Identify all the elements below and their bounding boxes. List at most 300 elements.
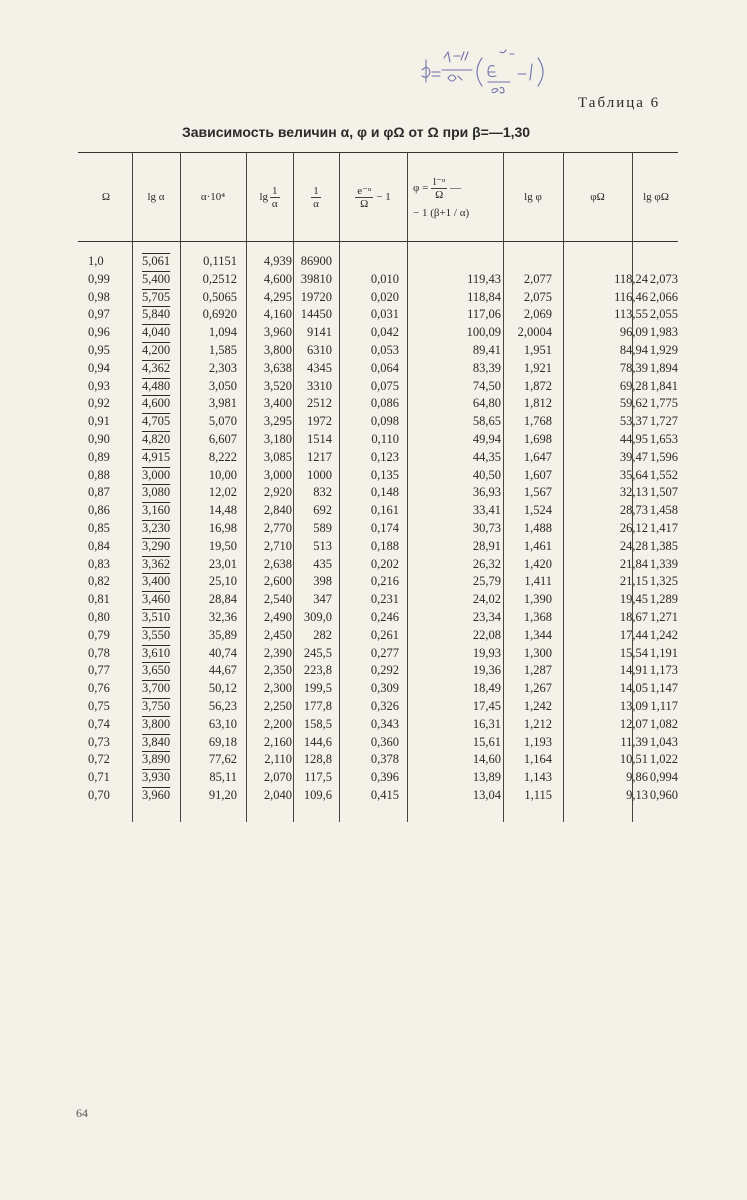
cell-lg-inv-alpha: 2,160 xyxy=(263,734,292,749)
cell-phi-omega: 9,86 xyxy=(626,770,648,785)
cell-lg-phi-omega: 1,417 xyxy=(649,521,678,535)
cell-lg-phi: 1,115 xyxy=(524,788,552,802)
fraction-numerator: e⁻ᵅ xyxy=(357,184,372,197)
header-lg-phi-omega: lg φΩ xyxy=(643,191,669,203)
cell-lg-inv-alpha: 2,250 xyxy=(263,699,292,713)
cell-inv-alpha: 3310 xyxy=(307,378,332,393)
cell-lg-alpha xyxy=(142,590,170,608)
header-lg-prefix: lg xyxy=(259,191,269,203)
header-phi-omega: φΩ xyxy=(590,191,605,203)
cell-lg-phi-omega: 2,055 xyxy=(649,307,678,322)
cell-phi-omega: 17,44 xyxy=(619,627,648,642)
cell-phi-omega: 84,94 xyxy=(619,343,648,357)
cell-omega: 0,81 xyxy=(88,592,110,607)
cell-lg-phi: 1,607 xyxy=(523,467,552,482)
cell-phi: 22,08 xyxy=(472,627,501,642)
cell-phi-omega: 21,84 xyxy=(619,556,648,571)
cell-inv-alpha: 309,0 xyxy=(303,610,332,624)
cell-inv-alpha: 128,8 xyxy=(303,752,332,767)
header-phi-fraction xyxy=(431,176,447,201)
header-inv-alpha-fraction xyxy=(270,185,280,210)
cell-lg-inv-alpha: 3,085 xyxy=(263,449,292,464)
cell-phi-omega: 11,39 xyxy=(620,734,648,749)
cell-phi-omega: 14,05 xyxy=(619,681,648,696)
table-row xyxy=(0,394,747,412)
overlined-characteristic: 3,362 xyxy=(142,556,171,571)
cell-lg-phi-omega: 1,596 xyxy=(649,449,678,464)
cell-lg-phi: 1,951 xyxy=(523,343,552,357)
cell-omega: 0,89 xyxy=(88,449,110,464)
cell-inv-alpha: 347 xyxy=(313,592,332,607)
fraction-denominator: Ω xyxy=(435,188,444,201)
cell-lg-phi: 2,077 xyxy=(523,271,552,286)
cell-inv-alpha: 1217 xyxy=(307,449,332,464)
cell-lg-phi: 1,368 xyxy=(523,610,552,624)
cell-inv-alpha: 199,5 xyxy=(303,681,332,696)
overlined-characteristic: 3,750 xyxy=(142,699,171,713)
cell-lg-phi-omega: 1,117 xyxy=(650,699,678,713)
cell-alpha-104: 69,18 xyxy=(208,734,237,749)
cell-lg-alpha xyxy=(142,626,170,644)
overlined-characteristic: 3,160 xyxy=(142,503,171,518)
table-row xyxy=(0,626,747,644)
cell-phi: 16,31 xyxy=(472,716,501,731)
cell-exp-term: 0,086 xyxy=(370,396,399,411)
cell-lg-phi: 1,488 xyxy=(523,521,552,535)
cell-lg-alpha xyxy=(142,270,170,288)
cell-lg-inv-alpha: 3,800 xyxy=(263,343,292,357)
cell-alpha-104: 25,10 xyxy=(208,574,237,589)
cell-exp-term: 0,396 xyxy=(370,770,399,785)
overlined-characteristic: 3,960 xyxy=(142,788,171,802)
cell-lg-alpha xyxy=(142,661,170,679)
cell-exp-term: 0,261 xyxy=(370,627,399,642)
cell-phi: 100,09 xyxy=(466,325,501,340)
cell-phi: 19,93 xyxy=(472,645,501,660)
table-label: Таблица 6 xyxy=(578,95,661,111)
cell-alpha-104: 85,11 xyxy=(209,770,237,785)
cell-lg-inv-alpha: 3,638 xyxy=(263,360,292,375)
cell-inv-alpha: 14450 xyxy=(300,307,332,322)
cell-omega: 0,92 xyxy=(88,396,110,411)
cell-phi-omega: 15,54 xyxy=(619,645,648,660)
cell-exp-term: 0,188 xyxy=(370,538,399,553)
cell-lg-alpha xyxy=(142,697,170,715)
cell-phi: 83,39 xyxy=(472,360,501,375)
cell-alpha-104: 91,20 xyxy=(208,788,237,802)
table-row xyxy=(0,644,747,662)
cell-omega: 0,77 xyxy=(88,663,110,678)
cell-phi: 40,50 xyxy=(472,467,501,482)
cell-inv-alpha: 398 xyxy=(313,574,332,589)
cell-lg-phi-omega: 1,043 xyxy=(649,734,678,749)
cell-exp-term: 0,378 xyxy=(370,752,399,767)
cell-lg-alpha xyxy=(142,537,170,555)
cell-lg-alpha xyxy=(142,252,170,270)
cell-lg-alpha xyxy=(142,466,170,484)
cell-lg-phi: 1,300 xyxy=(523,645,552,660)
table-caption: Зависимость величин α, φ и φΩ от Ω при β=—1,30 xyxy=(182,124,531,140)
overlined-characteristic: 3,930 xyxy=(142,770,171,785)
cell-phi-omega: 118,24 xyxy=(614,271,648,286)
cell-omega: 0,90 xyxy=(88,432,110,446)
cell-omega: 0,98 xyxy=(88,289,110,304)
cell-alpha-104: 0,5065 xyxy=(202,289,237,304)
fraction-denominator: α xyxy=(313,197,319,210)
header-lg-inv-alpha xyxy=(246,153,293,241)
cell-phi-omega: 39,47 xyxy=(619,449,648,464)
cell-omega: 0,84 xyxy=(88,538,110,553)
cell-exp-term: 0,031 xyxy=(370,307,399,322)
cell-inv-alpha: 109,6 xyxy=(303,788,332,802)
cell-lg-inv-alpha: 4,160 xyxy=(263,307,292,322)
cell-omega: 0,95 xyxy=(88,343,110,357)
cell-omega: 0,82 xyxy=(88,574,110,589)
cell-exp-term: 0,010 xyxy=(370,271,399,286)
cell-omega: 0,97 xyxy=(88,307,110,322)
page-number: 64 xyxy=(76,1106,88,1120)
cell-lg-phi: 1,812 xyxy=(523,396,552,411)
table-row xyxy=(0,305,747,323)
cell-alpha-104: 10,00 xyxy=(208,467,237,482)
cell-lg-inv-alpha: 3,960 xyxy=(263,325,292,340)
cell-omega: 0,74 xyxy=(88,716,110,731)
header-exp-term xyxy=(339,153,407,241)
header-omega: Ω xyxy=(101,191,111,203)
cell-omega: 0,91 xyxy=(88,414,110,429)
cell-lg-inv-alpha: 2,540 xyxy=(263,592,292,607)
header-phi-line2: − 1 (β+1 / α) xyxy=(413,206,470,219)
header-lg-phi: lg φ xyxy=(524,191,542,203)
cell-omega: 0,83 xyxy=(88,556,110,571)
overlined-characteristic: 4,480 xyxy=(142,378,171,393)
cell-omega: 0,78 xyxy=(88,645,110,660)
table-row xyxy=(0,483,747,501)
overlined-characteristic: 5,705 xyxy=(142,289,171,304)
cell-lg-alpha xyxy=(142,305,170,323)
cell-lg-inv-alpha: 3,180 xyxy=(263,432,292,446)
cell-lg-phi-omega: 1,325 xyxy=(649,574,678,589)
header-inv-alpha-fraction xyxy=(311,185,321,210)
cell-alpha-104: 50,12 xyxy=(208,681,237,696)
cell-inv-alpha: 2512 xyxy=(307,396,332,411)
cell-exp-term: 0,360 xyxy=(370,734,399,749)
cell-alpha-104: 0,2512 xyxy=(202,271,237,286)
table-row xyxy=(0,537,747,555)
table-row xyxy=(0,519,747,537)
cell-lg-phi: 1,768 xyxy=(523,414,552,429)
cell-alpha-104: 23,01 xyxy=(208,556,237,571)
cell-omega: 0,80 xyxy=(88,610,110,624)
cell-lg-phi: 1,287 xyxy=(523,663,552,678)
table-row xyxy=(0,555,747,573)
cell-exp-term: 0,098 xyxy=(370,414,399,429)
cell-inv-alpha: 144,6 xyxy=(303,734,332,749)
cell-alpha-104: 19,50 xyxy=(208,538,237,553)
overlined-characteristic: 3,840 xyxy=(142,734,171,749)
cell-phi-omega: 69,28 xyxy=(619,378,648,393)
cell-lg-phi-omega: 1,173 xyxy=(649,663,678,678)
header-alpha-104: α·10⁴ xyxy=(200,191,226,203)
cell-lg-alpha xyxy=(142,555,170,573)
cell-lg-phi: 1,461 xyxy=(523,538,552,553)
cell-lg-phi-omega: 2,073 xyxy=(649,271,678,286)
table-row xyxy=(0,288,747,306)
cell-inv-alpha: 1514 xyxy=(307,432,332,446)
cell-omega: 0,70 xyxy=(88,788,110,802)
header-phi-dash: — xyxy=(450,181,462,194)
table-row xyxy=(0,768,747,786)
cell-inv-alpha: 245,5 xyxy=(303,645,332,660)
cell-omega: 0,99 xyxy=(88,271,110,286)
cell-lg-phi: 2,0004 xyxy=(517,325,552,340)
cell-lg-phi-omega: 2,066 xyxy=(649,289,678,304)
cell-alpha-104: 77,62 xyxy=(208,752,237,767)
cell-lg-alpha xyxy=(142,323,170,341)
cell-lg-phi: 1,647 xyxy=(523,449,552,464)
overlined-characteristic: 3,650 xyxy=(142,663,171,678)
table-row xyxy=(0,608,747,626)
overlined-characteristic: 4,705 xyxy=(142,414,171,429)
cell-lg-phi: 1,921 xyxy=(523,360,552,375)
cell-lg-phi: 1,193 xyxy=(523,734,552,749)
cell-omega: 0,75 xyxy=(88,699,110,713)
cell-omega: 0,79 xyxy=(88,627,110,642)
cell-lg-phi-omega: 1,022 xyxy=(649,752,678,767)
overlined-characteristic: 4,915 xyxy=(142,449,171,464)
table-row xyxy=(0,501,747,519)
cell-inv-alpha: 86900 xyxy=(300,254,332,268)
cell-lg-inv-alpha: 2,110 xyxy=(264,752,292,767)
cell-alpha-104: 5,070 xyxy=(208,414,237,429)
cell-phi-omega: 9,13 xyxy=(626,788,648,802)
overlined-characteristic: 3,460 xyxy=(142,592,171,607)
cell-omega: 0,76 xyxy=(88,681,110,696)
cell-alpha-104: 14,48 xyxy=(208,503,237,518)
cell-lg-alpha xyxy=(142,715,170,733)
overlined-characteristic: 5,400 xyxy=(142,271,171,286)
cell-phi: 15,61 xyxy=(472,734,501,749)
overlined-characteristic: 3,000 xyxy=(142,467,171,482)
overlined-characteristic: 3,610 xyxy=(142,645,171,660)
cell-lg-alpha xyxy=(142,644,170,662)
cell-lg-phi: 2,075 xyxy=(523,289,552,304)
cell-inv-alpha: 1000 xyxy=(307,467,332,482)
cell-lg-phi-omega: 1,191 xyxy=(649,645,678,660)
cell-phi-omega: 18,67 xyxy=(619,610,648,624)
cell-lg-inv-alpha: 2,390 xyxy=(263,645,292,660)
overlined-characteristic: 3,080 xyxy=(142,485,171,500)
cell-omega: 1,0 xyxy=(88,254,104,268)
cell-exp-term: 0,110 xyxy=(371,432,399,446)
cell-lg-alpha xyxy=(142,288,170,306)
cell-lg-inv-alpha: 2,040 xyxy=(263,788,292,802)
cell-phi-omega: 19,45 xyxy=(619,592,648,607)
cell-exp-term: 0,075 xyxy=(370,378,399,393)
cell-exp-term: 0,326 xyxy=(370,699,399,713)
cell-lg-inv-alpha: 2,710 xyxy=(263,538,292,553)
handwritten-formula xyxy=(418,48,578,106)
cell-phi: 17,45 xyxy=(472,699,501,713)
cell-alpha-104: 16,98 xyxy=(208,521,237,535)
cell-inv-alpha: 4345 xyxy=(307,360,332,375)
cell-alpha-104: 6,607 xyxy=(208,432,237,446)
cell-phi: 118,84 xyxy=(467,289,501,304)
overlined-characteristic: 5,840 xyxy=(142,307,171,322)
cell-lg-alpha xyxy=(142,483,170,501)
cell-phi: 13,89 xyxy=(472,770,501,785)
table-row xyxy=(0,341,747,359)
overlined-characteristic: 4,820 xyxy=(142,432,171,446)
cell-phi: 18,49 xyxy=(472,681,501,696)
cell-lg-phi: 1,242 xyxy=(523,699,552,713)
cell-omega: 0,88 xyxy=(88,467,110,482)
table-row xyxy=(0,466,747,484)
cell-lg-phi-omega: 1,653 xyxy=(649,432,678,446)
header-lg-alpha: lg α xyxy=(147,191,165,203)
cell-lg-alpha xyxy=(142,786,170,804)
table-row xyxy=(0,733,747,751)
cell-phi: 25,79 xyxy=(472,574,501,589)
cell-lg-alpha xyxy=(142,501,170,519)
cell-phi: 58,65 xyxy=(472,414,501,429)
cell-phi-omega: 21,15 xyxy=(619,574,648,589)
cell-phi: 26,32 xyxy=(472,556,501,571)
cell-lg-alpha xyxy=(142,608,170,626)
cell-inv-alpha: 1972 xyxy=(307,414,332,429)
cell-exp-term: 0,123 xyxy=(370,449,399,464)
cell-phi: 49,94 xyxy=(472,432,501,446)
header-phi-formula xyxy=(407,153,503,241)
cell-lg-alpha xyxy=(142,572,170,590)
cell-omega: 0,85 xyxy=(88,521,110,535)
cell-lg-phi-omega: 1,727 xyxy=(649,414,678,429)
cell-lg-inv-alpha: 3,000 xyxy=(263,467,292,482)
cell-exp-term: 0,231 xyxy=(370,592,399,607)
overlined-characteristic: 4,362 xyxy=(142,360,171,375)
header-phi-eq: φ = xyxy=(413,181,429,194)
overlined-characteristic: 3,510 xyxy=(142,610,171,624)
header-inv-alpha xyxy=(293,153,339,241)
cell-lg-phi: 1,143 xyxy=(523,770,552,785)
fraction-numerator: l⁻ᵅ xyxy=(433,175,446,188)
cell-exp-term: 0,135 xyxy=(370,467,399,482)
cell-lg-alpha xyxy=(142,394,170,412)
cell-lg-phi-omega: 0,960 xyxy=(649,788,678,802)
cell-lg-phi: 1,164 xyxy=(523,752,552,767)
cell-lg-phi: 2,069 xyxy=(523,307,552,322)
cell-exp-term: 0,148 xyxy=(370,485,399,500)
cell-omega: 0,87 xyxy=(88,485,110,500)
fraction-denominator: Ω xyxy=(360,197,369,210)
cell-omega: 0,72 xyxy=(88,752,110,767)
cell-lg-inv-alpha: 4,939 xyxy=(263,254,292,268)
cell-alpha-104: 2,303 xyxy=(208,360,237,375)
cell-phi: 36,93 xyxy=(472,485,501,500)
table-row xyxy=(0,252,747,270)
cell-phi: 30,73 xyxy=(472,521,501,535)
cell-alpha-104: 40,74 xyxy=(208,645,237,660)
cell-lg-phi-omega: 0,994 xyxy=(649,770,678,785)
cell-alpha-104: 12,02 xyxy=(208,485,237,500)
header-exp-tail: − 1 xyxy=(376,191,391,203)
cell-omega: 0,94 xyxy=(88,360,110,375)
cell-alpha-104: 8,222 xyxy=(208,449,237,464)
table-row xyxy=(0,270,747,288)
cell-lg-inv-alpha: 2,200 xyxy=(263,716,292,731)
cell-lg-phi-omega: 1,458 xyxy=(649,503,678,518)
table-row xyxy=(0,448,747,466)
table-row xyxy=(0,697,747,715)
cell-lg-alpha xyxy=(142,768,170,786)
cell-lg-inv-alpha: 2,490 xyxy=(263,610,292,624)
cell-exp-term: 0,053 xyxy=(370,343,399,357)
cell-lg-alpha xyxy=(142,341,170,359)
cell-lg-phi: 1,344 xyxy=(523,627,552,642)
cell-lg-inv-alpha: 4,600 xyxy=(263,271,292,286)
table-row xyxy=(0,377,747,395)
cell-phi: 24,02 xyxy=(472,592,501,607)
table-row xyxy=(0,786,747,804)
cell-inv-alpha: 158,5 xyxy=(303,716,332,731)
cell-lg-phi-omega: 1,841 xyxy=(649,378,678,393)
cell-inv-alpha: 589 xyxy=(313,521,332,535)
cell-lg-phi-omega: 1,894 xyxy=(649,360,678,375)
cell-lg-alpha xyxy=(142,519,170,537)
overlined-characteristic: 4,200 xyxy=(142,343,171,357)
cell-phi: 117,06 xyxy=(467,307,501,322)
cell-inv-alpha: 692 xyxy=(313,503,332,518)
cell-lg-phi: 1,420 xyxy=(523,556,552,571)
cell-phi: 13,04 xyxy=(472,788,501,802)
header-exp-fraction xyxy=(355,185,373,210)
cell-exp-term: 0,042 xyxy=(370,325,399,340)
header-phi-line1 xyxy=(413,176,461,201)
cell-exp-term: 0,277 xyxy=(370,645,399,660)
cell-phi-omega: 53,37 xyxy=(619,414,648,429)
cell-lg-inv-alpha: 2,350 xyxy=(263,663,292,678)
cell-alpha-104: 28,84 xyxy=(208,592,237,607)
cell-inv-alpha: 282 xyxy=(313,627,332,642)
cell-alpha-104: 56,23 xyxy=(208,699,237,713)
overlined-characteristic: 3,890 xyxy=(142,752,171,767)
cell-inv-alpha: 117,5 xyxy=(304,770,332,785)
cell-phi-omega: 10,51 xyxy=(619,752,648,767)
cell-phi: 19,36 xyxy=(472,663,501,678)
cell-lg-phi: 1,524 xyxy=(523,503,552,518)
cell-alpha-104: 63,10 xyxy=(208,716,237,731)
cell-exp-term: 0,292 xyxy=(370,663,399,678)
fraction-numerator: 1 xyxy=(313,184,319,197)
cell-lg-alpha xyxy=(142,750,170,768)
cell-lg-inv-alpha: 2,300 xyxy=(263,681,292,696)
cell-lg-phi-omega: 1,507 xyxy=(649,485,678,500)
cell-lg-phi-omega: 1,082 xyxy=(649,716,678,731)
table-row xyxy=(0,661,747,679)
cell-phi: 119,43 xyxy=(467,271,501,286)
cell-lg-phi: 1,567 xyxy=(523,485,552,500)
table-row xyxy=(0,750,747,768)
cell-phi: 74,50 xyxy=(472,378,501,393)
cell-alpha-104: 3,050 xyxy=(208,378,237,393)
cell-phi-omega: 44,95 xyxy=(619,432,648,446)
cell-inv-alpha: 832 xyxy=(313,485,332,500)
table-row xyxy=(0,323,747,341)
cell-lg-phi: 1,390 xyxy=(523,592,552,607)
cell-lg-phi-omega: 1,983 xyxy=(649,325,678,340)
cell-phi-omega: 113,55 xyxy=(614,307,648,322)
cell-exp-term: 0,415 xyxy=(370,788,399,802)
